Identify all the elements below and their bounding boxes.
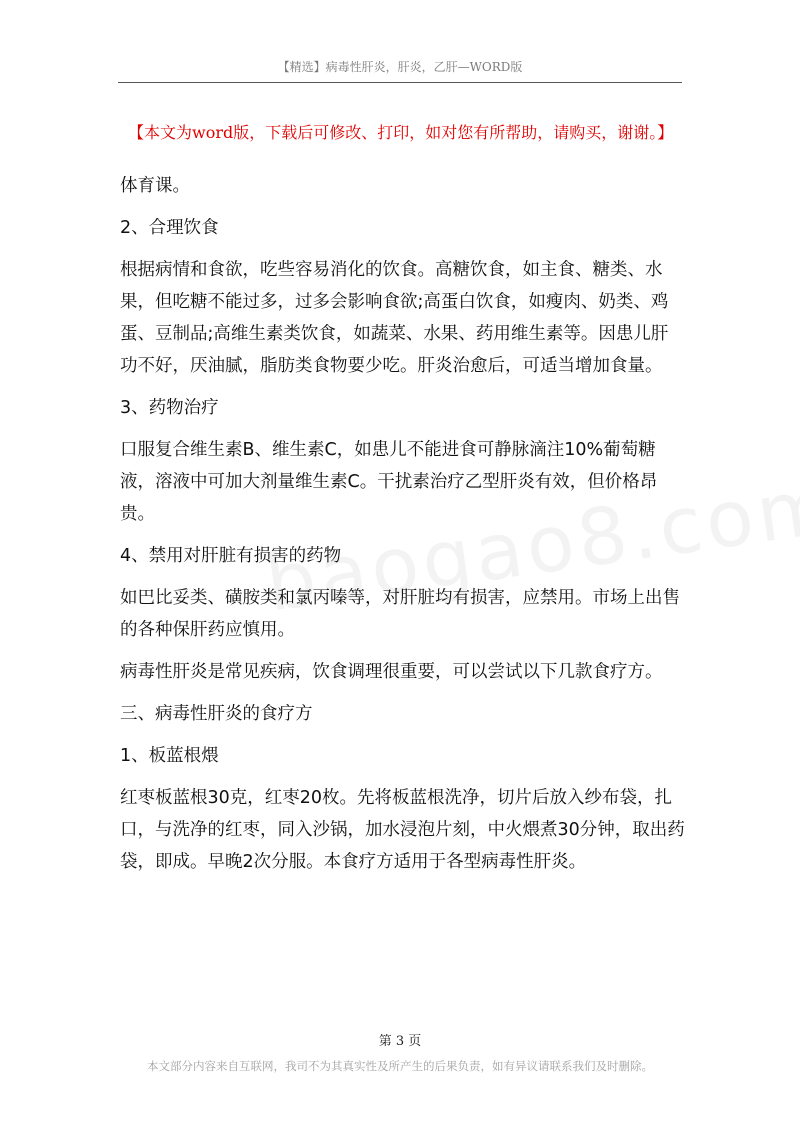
paragraph: 口服复合维生素B、维生素C，如患儿不能进食可静脉滴注10%葡萄糖液，溶液中可加大剂量维生素C。干扰素治疗乙型肝炎有效，但价格昂贵。 xyxy=(120,440,658,524)
section-heading: 1、板蓝根煨 xyxy=(120,746,219,766)
document-body xyxy=(120,170,685,888)
paragraph: 病毒性肝炎是常见疾病，饮食调理很重要，可以尝试以下几款食疗方。 xyxy=(120,662,663,682)
section-heading: 2、合理饮食 xyxy=(120,218,219,238)
paragraph: 红枣板蓝根30克，红枣20枚。先将板蓝根洗净，切片后放入纱布袋，扎口，与洗净的红枣，同入沙锅，加水浸泡片刻，中火煨煮30分钟，取出药袋，即成。早晚2次分服。本食疗方适用于各型病毒性肝炎。 xyxy=(120,788,685,872)
header-divider xyxy=(118,82,682,83)
purchase-notice: 【本文为word版，下载后可修改、打印，如对您有所帮助，请购买，谢谢。】 xyxy=(128,123,674,142)
section-heading: 4、禁用对肝脏有损害的药物 xyxy=(120,546,342,566)
section-heading: 3、药物治疗 xyxy=(120,398,219,418)
page-header: 【精选】病毒性肝炎，肝炎，乙肝—WORD版 xyxy=(277,60,523,74)
page-number: 第 3 页 xyxy=(378,1034,422,1049)
footer-disclaimer: 本文部分内容来自互联网，我司不为其真实性及所产生的后果负责，如有异议请联系我们及时删除。 xyxy=(147,1059,653,1073)
section-heading: 三、病毒性肝炎的食疗方 xyxy=(120,704,313,724)
paragraph: 体育课。 xyxy=(120,176,190,196)
paragraph: 根据病情和食欲，吃些容易消化的饮食。高糖饮食，如主食、糖类、水果，但吃糖不能过多，过多会影响食欲;高蛋白饮食，如瘦肉、奶类、鸡蛋、豆制品;高维生素类饮食，如蔬菜、水果、药用维生素等。因患儿肝功不好，厌油腻，脂肪类食物要少吃。肝炎治愈后，可适当增加食量。 xyxy=(120,260,669,376)
paragraph: 如巴比妥类、磺胺类和氯丙嗪等，对肝脏均有损害，应禁用。市场上出售的各种保肝药应慎用。 xyxy=(120,588,680,640)
